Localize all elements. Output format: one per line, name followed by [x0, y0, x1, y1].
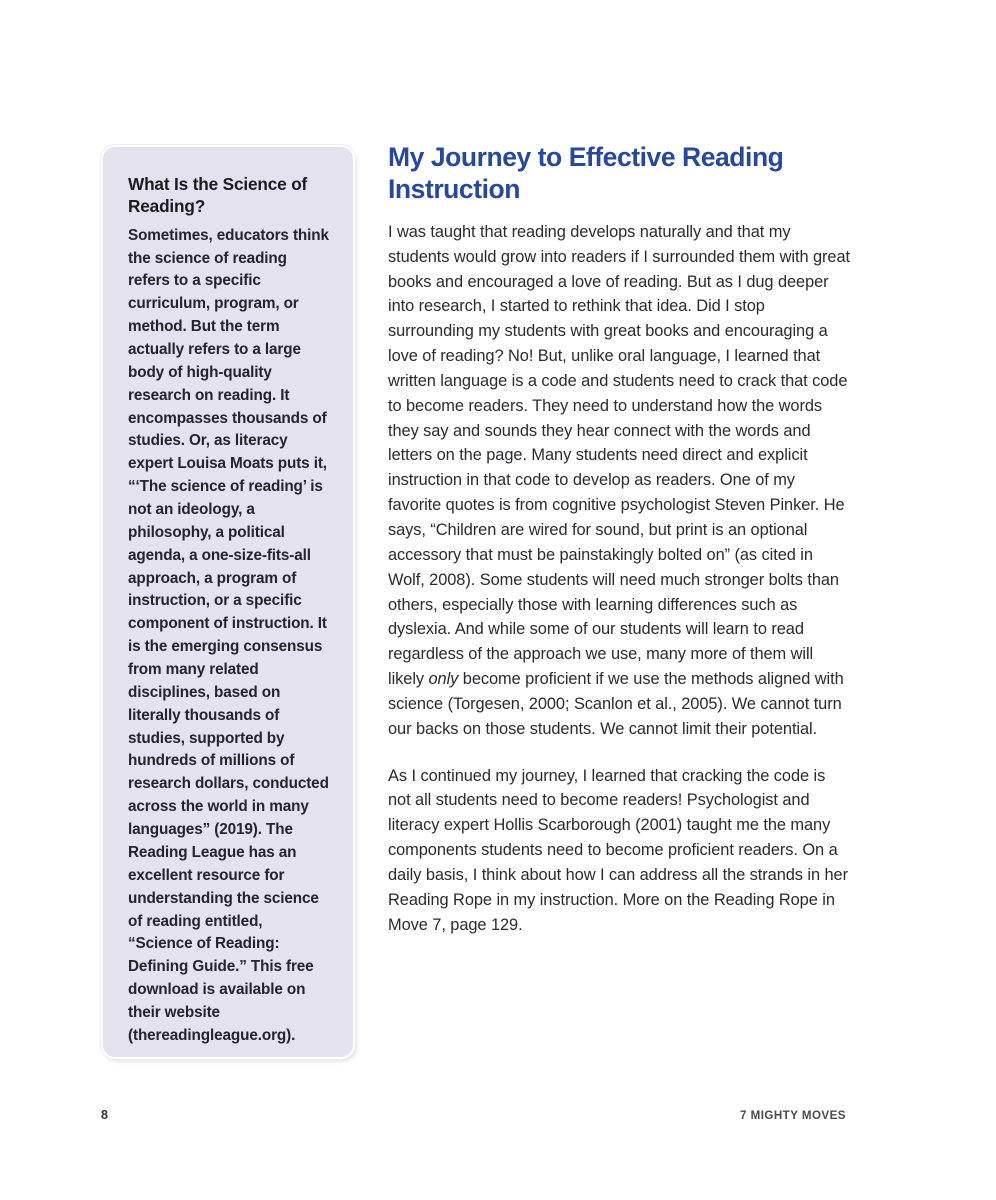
page-footer: [101, 1108, 895, 1128]
body-paragraph-2: As I continued my journey, I learned that cracking the code is not all students need to become readers! Psychologist and literacy expert Hollis Scarborough (2001) taught me the many components students need to become proficient readers. On a daily basis, I think about how I can address all the strands in her Reading Rope in my instruction. More on the Reading Rope in Move 7, page 129.: [388, 766, 848, 934]
page-number: 8: [101, 1108, 109, 1122]
callout-heading: What Is the Science of Reading?: [128, 174, 308, 217]
science-of-reading-callout: [101, 145, 355, 1059]
main-content-column: [388, 142, 850, 937]
body-paragraph-1: [388, 220, 850, 742]
page-title: My Journey to Effective Reading Instruction: [388, 142, 784, 204]
running-head: 7 MIGHTY MOVES: [740, 1109, 846, 1122]
callout-body-text: Sometimes, educators think the science of reading refers to a specific curriculum, program, or method. But the term actually refers to a large body of high-quality research on reading. It encompasses thousands of studies. Or, as literacy expert Louisa Moats puts it, “‘The science of reading’ is not an ideology, a philosophy, a political agenda, a one-size-fits-all approach, a program of instruction, or a specific component of instruction. It is the emerging consensus from many related disciplines, based on literally thousands of studies, supported by hundreds of millions of research dollars, conducted across the world in many languages” (2019). The Reading League has an excellent resource for understanding the science of reading entitled, “Science of Reading: Defining Guide.” This free download is available on their website (thereadingleague.org).: [128, 226, 329, 1044]
paragraph-1-segment-a: I was taught that reading develops naturally and that my students would grow into readers if I surrounded them with great books and encouraged a love of reading. But as I dug deeper into research, I started to rethink that idea. Did I stop surrounding my students with great books and encouraging a love of reading? No! But, unlike oral language, I learned that written language is a code and students need to crack that code to become readers. They need to understand how the words they say and sounds they hear connect with the words and letters on the page. Many students need direct and explicit instruction in that code to develop as readers. One of my favorite quotes is from cognitive psychologist Steven Pinker. He says, “Children are wired for sound, but print is an optional accessory that must be painstakingly bolted on” (as cited in Wolf, 2008). Some students will need much stronger bolts than others, especially those with learning differences such as dyslexia. And while some of our students will learn to read regardless of the approach we use, many more of them will likely: [388, 222, 850, 689]
paragraph-1-segment-b: become proficient if we use the methods aligned with science (Torgesen, 2000; Scanlon et al., 2005). We cannot turn our backs on those students. We cannot limit their potential.: [388, 670, 844, 738]
paragraph-1-emphasis: only: [428, 670, 459, 689]
